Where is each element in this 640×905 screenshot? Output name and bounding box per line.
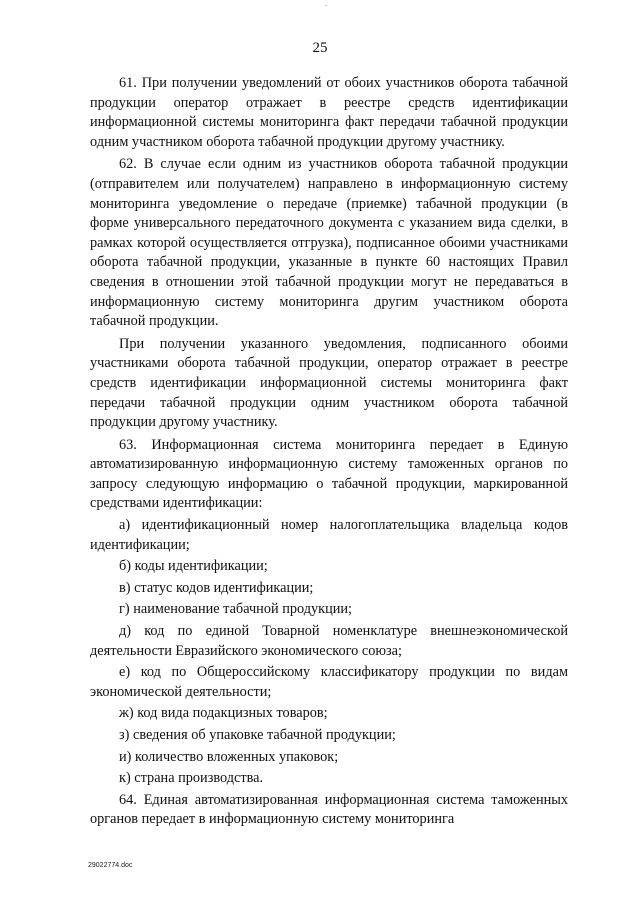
paragraph-61: 61. При получении уведомлений от обоих участников оборота табачной продукции оператор отражает в реестре средств идентификации информационной системы мониторинга факт передачи табачной продукции одним участником оборота табачной продукции другому участнику. — [90, 75, 568, 150]
list-item-b: б) коды идентификации; — [119, 558, 268, 575]
list-item-a: а) идентификационный номер налогоплательщика владельца кодов идентификации; — [90, 517, 568, 553]
list-item-z: з) сведения об упаковке табачной продукции; — [119, 727, 396, 743]
page-number: 25 — [312, 40, 328, 56]
list-item-d: д) код по единой Товарной номенклатуре внешнеэкономической деятельности Евразийского экономического союза; — [90, 623, 568, 659]
paragraph-64: 64. Единая автоматизированная информационная система таможенных органов передает в информационную систему мониторинга — [90, 791, 568, 828]
list-item-i: и) количество вложенных упаковок; — [119, 748, 339, 765]
paragraph-62-continuation: При получении указанного уведомления, подписанного обоими участниками оборота табачной продукции, оператор отражает в реестре средств идентификации информационной системы мониторинга факт передачи табачной продукции одним участником оборота табачной продукции другому участнику. — [90, 335, 568, 431]
list-item-e: е) код по Общероссийскому классификатору продукции по видам экономической деятельности; — [90, 664, 568, 700]
paragraph-62: 62. В случае если одним из участников оборота табачной продукции (отправителем или получателем) направлено в информационную систему мониторинга уведомление о передаче (приемке) табачной продукции (в форме универсального передаточного документа с указанием вида сделки, в рамках которой осуществляется отгрузка), подписанное обоими участниками оборота табачной продукции, указанные в пункте 60 настоящих Правил сведения в отношении этой табачной продукции могут не передаваться в информационную систему мониторинга другим участником оборота табачной продукции. — [90, 156, 568, 330]
footer-document-code: 29022774.doc — [88, 862, 133, 869]
document-body — [90, 74, 568, 830]
scan-mark: · — [325, 2, 328, 10]
list-item-v: в) статус кодов идентификации; — [119, 579, 314, 596]
list-item-g: г) наименование табачной продукции; — [119, 601, 353, 618]
paragraph-63: 63. Информационная система мониторинга передает в Единую автоматизированную информационную систему таможенных органов по запросу следующую информацию о табачной продукции, маркированной средствами идентификации: — [90, 436, 568, 512]
list-item-zh: ж) код вида подакцизных товаров; — [119, 705, 328, 722]
list-item-k: к) страна производства. — [119, 770, 264, 787]
